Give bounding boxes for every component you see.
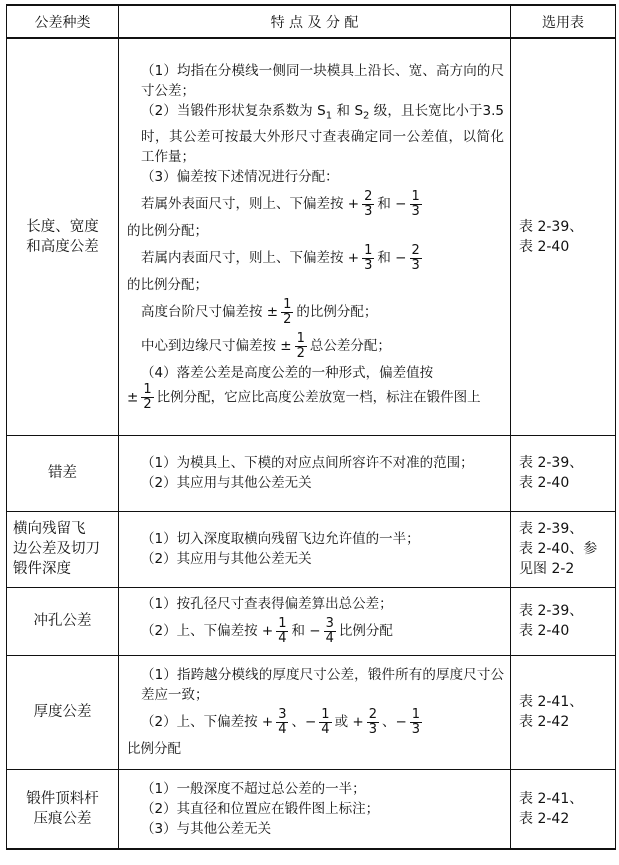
reference-line: 表 2-40、参 (519, 541, 598, 557)
feature-text: 的比例分配； (127, 277, 208, 294)
feature-formula: 若属外表面尺寸，则上、下偏差按 + $\frac{2}{3}$ 和 − $\frac{1}{3}$ (141, 188, 420, 219)
reference-cell (511, 435, 616, 511)
header-category: 公差种类 (7, 5, 119, 38)
reference-line: 见图 2-2 (519, 561, 575, 577)
reference-cell (511, 769, 616, 849)
fraction: $\frac{2}{3}$ (411, 242, 420, 273)
features-cell (119, 769, 511, 849)
table-row (7, 435, 616, 511)
category-cell (7, 511, 119, 587)
table-row (7, 587, 616, 655)
fraction: $\frac{1}{4}$ (321, 706, 330, 737)
category-cell: 冲孔公差 (7, 587, 119, 655)
feature-text: （4）落差公差是高度公差的一种形式，偏差值按 (141, 365, 434, 382)
feature-text: （2）其应用与其他公差无关 (141, 475, 312, 491)
feature-formula: （2）上、下偏差按 + $\frac{1}{4}$ 和 − $\frac{3}{4}$ 比例分配 (141, 615, 393, 646)
fraction: $\frac{3}{4}$ (325, 615, 334, 646)
tolerance-table (6, 4, 616, 850)
fraction: $\frac{1}{3}$ (411, 706, 421, 737)
category-line: 长度、宽度 (26, 218, 99, 235)
fraction: $\frac{2}{3}$ (368, 706, 377, 737)
reference-line: 表 2-39、 (519, 521, 584, 537)
fraction: $\frac{2}{3}$ (364, 188, 373, 219)
feature-text: （1）切入深度取横向残留飞边允许值的一半； (141, 531, 420, 547)
reference-line: 表 2-39、 (519, 455, 584, 471)
table-header-row (7, 5, 616, 38)
features-cell (119, 655, 511, 769)
feature-text: 的比例分配； (127, 223, 208, 240)
category-cell: 错差 (7, 435, 119, 511)
fraction: $\frac{1}{3}$ (364, 242, 373, 273)
category-cell: 厚度公差 (7, 655, 119, 769)
table-row (7, 655, 616, 769)
category-line: 和高度公差 (26, 238, 99, 255)
feature-formula: ± $\frac{1}{2}$ 比例分配，它应比高度公差放宽一档，标注在锻件图上 (127, 382, 481, 413)
feature-text: （1）按孔径尺寸查表得偏差算出总公差； (141, 596, 393, 612)
header-features: 特 点 及 分 配 (119, 5, 511, 38)
table-row (7, 769, 616, 849)
reference-line: 表 2-42 (519, 714, 570, 730)
fraction: $\frac{1}{2}$ (283, 296, 292, 327)
reference-cell (511, 511, 616, 587)
feature-formula: 中心到边缘尺寸偏差按 ± $\frac{1}{2}$ 总公差分配； (141, 330, 391, 361)
reference-cell (511, 38, 616, 435)
fraction: $\frac{3}{4}$ (278, 706, 287, 737)
fraction: $\frac{1}{2}$ (296, 330, 305, 361)
fraction: $\frac{1}{4}$ (278, 615, 287, 646)
feature-text: （2）其直径和位置应在锻件图上标注； (141, 800, 380, 817)
feature-text: （1）均指在分模线一侧同一块模具上沿长、宽、高方向的尺寸公差； (141, 63, 504, 100)
feature-text: （2）当锻件形状复杂系数为 $S_1$ 和 $S_2$ 级，且长宽比小于3.5时，其公差可按最大外形尺寸查表确定同一公差值，以简化工作量； (141, 103, 505, 166)
category-cell (7, 38, 119, 435)
features-cell (119, 511, 511, 587)
category-line: 锻件深度 (13, 561, 71, 577)
feature-text: （3）与其他公差无关 (141, 820, 272, 837)
category-line: 锻件顶料杆 (26, 790, 99, 807)
reference-line: 表 2-40 (519, 623, 570, 639)
feature-text: （3）偏差按下述情况进行分配： (141, 169, 339, 186)
reference-line: 表 2-41、 (519, 790, 584, 807)
features-cell (119, 587, 511, 655)
header-reference: 选用表 (511, 5, 616, 38)
feature-formula: 高度台阶尺寸偏差按 ± $\frac{1}{2}$ 的比例分配； (141, 296, 378, 327)
category-line: 压痕公差 (33, 810, 92, 827)
reference-cell (511, 587, 616, 655)
features-cell (119, 38, 511, 435)
feature-text: （1）一般深度不超过总公差的一半； (141, 780, 366, 797)
features-cell (119, 435, 511, 511)
fraction: $\frac{1}{2}$ (143, 382, 152, 413)
feature-formula: （2）上、下偏差按 + $\frac{3}{4}$ 、− $\frac{1}{4}$ 或 + $\frac{2}{3}$ 、− $\frac{1}{3}$ (141, 706, 421, 737)
reference-line: 表 2-40 (519, 238, 570, 255)
feature-text: 比例分配 (127, 741, 181, 757)
reference-line: 表 2-39、 (519, 603, 584, 619)
feature-text: （2）其应用与其他公差无关 (141, 551, 312, 567)
category-line: 边公差及切刀 (13, 541, 100, 557)
reference-line: 表 2-42 (519, 810, 570, 827)
reference-cell (511, 655, 616, 769)
table-row (7, 38, 616, 435)
feature-text: （1）为模具上、下模的对应点间所容许不对准的范围； (141, 455, 474, 471)
feature-formula: 若属内表面尺寸，则上、下偏差按 + $\frac{1}{3}$ 和 − $\frac{2}{3}$ (141, 242, 420, 273)
table-row (7, 511, 616, 587)
reference-line: 表 2-40 (519, 475, 570, 491)
category-cell (7, 769, 119, 849)
reference-line: 表 2-39、 (519, 218, 584, 235)
category-line: 横向残留飞 (13, 521, 86, 537)
reference-line: 表 2-41、 (519, 694, 584, 710)
feature-text: （1）指跨越分模线的厚度尺寸公差，锻件所有的厚度尺寸公差应一致； (141, 667, 504, 703)
fraction: $\frac{1}{3}$ (411, 188, 420, 219)
